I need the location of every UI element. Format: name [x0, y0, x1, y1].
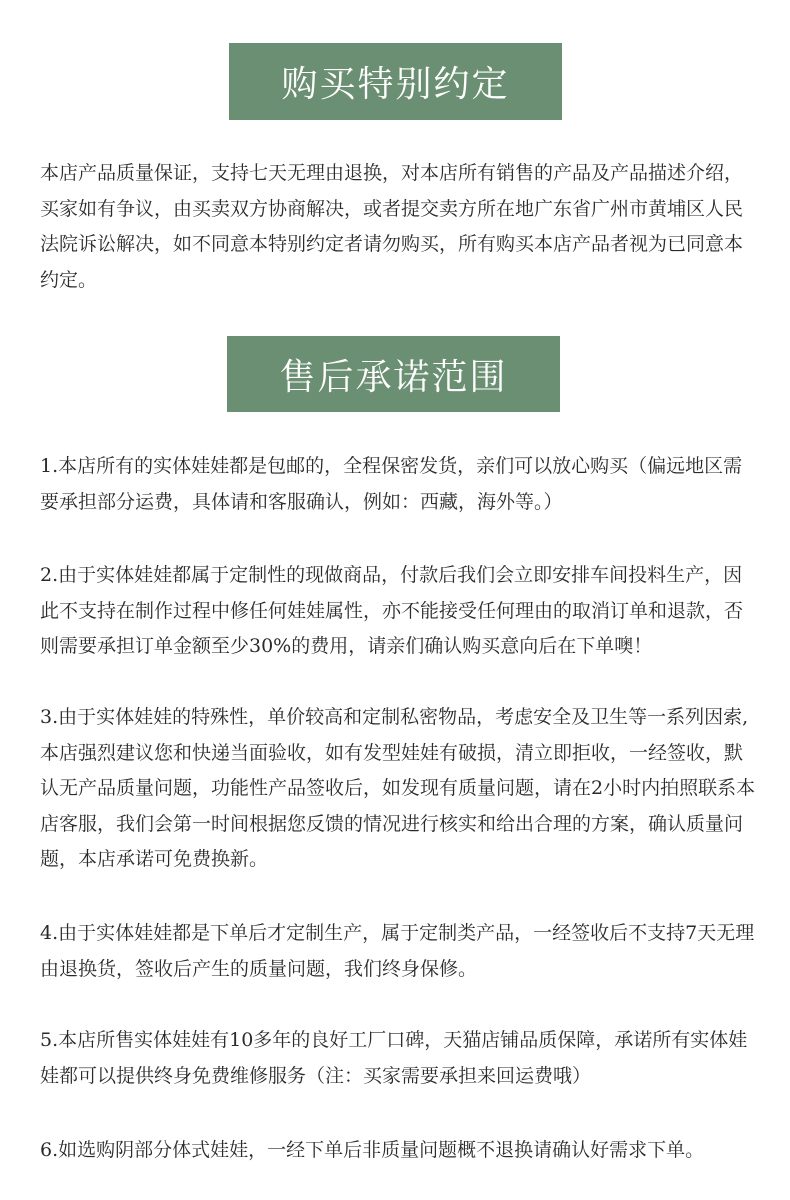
after-sales-item-2: 2.由于实体娃娃都属于定制性的现做商品，付款后我们会立即安排车间投料生产，因此不支持在制作过程中修任何娃娃属性，亦不能接受任何理由的取消订单和退款，否则需要承担订单金额至少30%的费用，请亲们确认购买意向后在下单噢！	[40, 564, 744, 657]
purchase-agreement-banner	[229, 43, 562, 120]
after-sales-banner	[227, 336, 560, 412]
purchase-agreement-text: 本店产品质量保证，支持七天无理由退换，对本店所有销售的产品及产品描述介绍，买家如有争议，由买卖双方协商解决，或者提交卖方所在地广东省广州市黄埔区人民法院诉讼解决，如不同意本特别约定者请勿购买，所有购买本店产品者视为已同意本约定。	[40, 162, 744, 291]
after-sales-title: 售后承诺范围	[279, 356, 508, 398]
after-sales-item-4: 4.由于实体娃娃都是下单后才定制生产，属于定制类产品，一经签收后不支持7天无理由退换货，签收后产生的质量问题，我们终身保修。	[40, 922, 755, 980]
purchase-agreement-title: 购买特别约定	[281, 64, 510, 105]
after-sales-item-5: 5.本店所售实体娃娃有10多年的良好工厂口碑，天猫店铺品质保障，承诺所有实体娃娃都可以提供终身免费维修服务（注：买家需要承担来回运费哦）	[40, 1029, 748, 1087]
after-sales-item-1: 1.本店所有的实体娃娃都是包邮的，全程保密发货，亲们可以放心购买（偏远地区需要承担部分运费，具体请和客服确认，例如：西藏，海外等。）	[40, 455, 743, 513]
after-sales-item-3: 3.由于实体娃娃的特殊性，单价较高和定制私密物品，考虑安全及卫生等一系列因索,本店强烈建议您和快递当面验收，如有发型娃娃有破损，清立即拒收，一经签收，默认无产品质量问题，功能性产品签收后，如发现有质量问题，请在2小时内拍照联系本店客服，我们会第一时间根据您反馈的情况进行核实和给出合理的方案，确认质量问题，本店承诺可免费换新。	[40, 706, 756, 870]
after-sales-item-6: 6.如选购阴部分体式娃娃，一经下单后非质量问题概不退换请确认好需求下单。	[40, 1139, 705, 1161]
